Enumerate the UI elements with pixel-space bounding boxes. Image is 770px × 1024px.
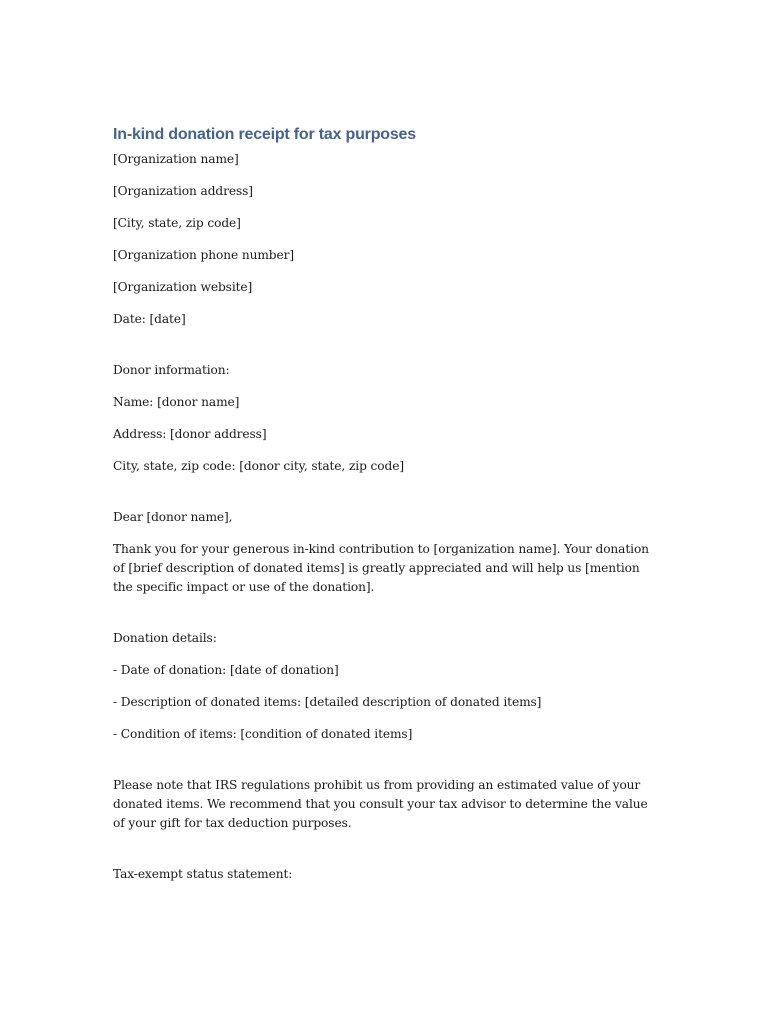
thank-you-paragraph: Thank you for your generous in-kind contribution to [organization name]. Your donation of [brief description of donated items] is greatly appreciated and will help us [mention the specific impact or use of the donation].	[113, 542, 649, 594]
detail-date: - Date of donation: [date of donation]	[113, 663, 339, 677]
org-name: [Organization name]	[113, 152, 239, 166]
spacer	[113, 846, 658, 865]
tax-exempt-heading: Tax-exempt status statement:	[113, 867, 293, 881]
donation-details-heading: Donation details:	[113, 631, 217, 645]
spacer	[113, 610, 658, 629]
spacer	[113, 489, 658, 508]
document-body	[113, 124, 658, 897]
donor-city-state-zip: City, state, zip code: [donor city, state, zip code]	[113, 459, 404, 473]
org-city-state-zip: [City, state, zip code]	[113, 216, 241, 230]
detail-description: - Description of donated items: [detailed description of donated items]	[113, 695, 542, 709]
spacer	[113, 757, 658, 776]
donor-address: Address: [donor address]	[113, 427, 267, 441]
irs-note-paragraph: Please note that IRS regulations prohibit us from providing an estimated value of your donated items. We recommend that you consult your tax advisor to determine the value of your gift for tax deduction purposes.	[113, 778, 648, 830]
document-title: In-kind donation receipt for tax purposes	[113, 126, 416, 143]
date-line: Date: [date]	[113, 312, 186, 326]
salutation: Dear [donor name],	[113, 510, 233, 524]
donor-name: Name: [donor name]	[113, 395, 240, 409]
org-website: [Organization website]	[113, 280, 253, 294]
spacer	[113, 342, 658, 361]
donor-heading: Donor information:	[113, 363, 230, 377]
detail-condition: - Condition of items: [condition of donated items]	[113, 727, 413, 741]
org-address: [Organization address]	[113, 184, 253, 198]
org-phone: [Organization phone number]	[113, 248, 295, 262]
